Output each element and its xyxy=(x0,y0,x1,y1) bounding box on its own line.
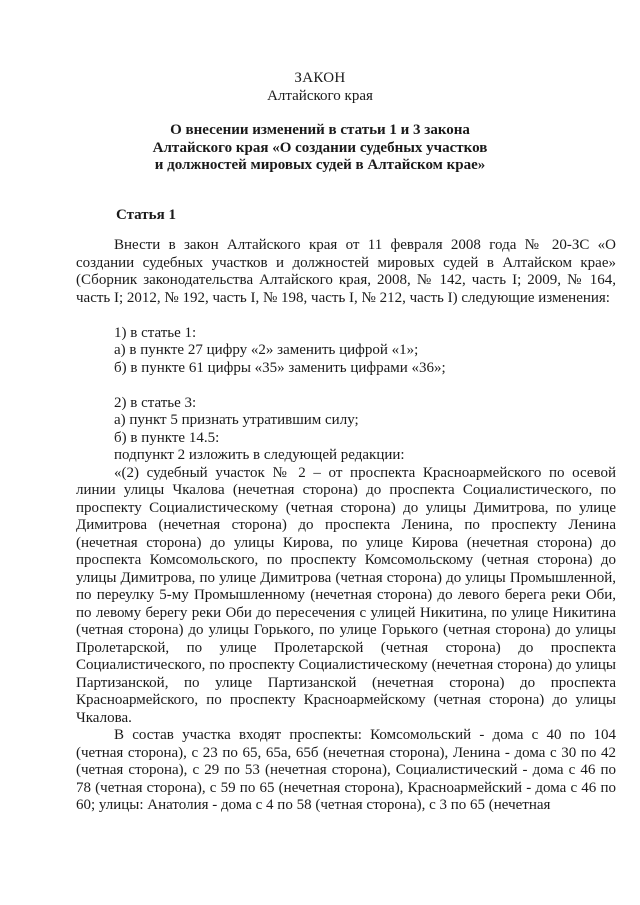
law-region-heading: Алтайского края xyxy=(267,88,373,104)
intro-paragraph: Внести в закон Алтайского края от 11 февраля 2008 года № 20-ЗС «О создании судебных участков и должностей мировых судей в Алтайском крае» (Сборник законодательства Алтайского края, 2008, № 142, часть I; 2009, № 164, часть I; 2012, № 192, часть I, № 198, часть I, № 212, часть I) следующие изменения: xyxy=(76,237,616,306)
quote-paragraph: «(2) судебный участок № 2 – от проспекта Красноармейского по осевой линии улицы Чкалова (нечетная сторона) до проспекта Социалистического, по проспекту Социалистическому (четная сторона) до улицы Димитрова, по улице Димитрова (нечетная сторона) до проспекта Ленина, по проспекту Ленина (нечетная сторона) до улицы Кирова, по улице Кирова (нечетная сторона) до проспекта Комсомольского, по проспекту Комсомольскому (четная сторона) до улицы Димитрова, по улице Димитрова (четная сторона) до улицы Промышленной, по переулку 5-му Промышленному (нечетная сторона) до левого берега реки Оби, по левому берегу реки Оби до пересечения с улицей Никитина, по улице Никитина (четная сторона) до улицы Горького, по улице Горького (четная сторона) до улицы Пролетарской, по улице Пролетарской (четная сторона) до проспекта Социалистического, по проспекту Социалистическому (нечетная сторона) до улицы Партизанской, по улице Партизанской (нечетная сторона) до проспекта Красноармейского, по проспекту Красноармейскому (четная сторона) до улицы Чкалова. xyxy=(76,464,616,726)
item2-header: 2) в статье 3: xyxy=(114,394,197,411)
item2-a: а) пункт 5 признать утратившим силу; xyxy=(114,412,359,428)
spacer xyxy=(76,307,616,325)
law-type-heading: ЗАКОН xyxy=(294,70,346,86)
item2-sub: подпункт 2 изложить в следующей редакции: xyxy=(114,447,405,463)
composition-paragraph: В состав участка входят проспекты: Комсомольский - дома с 40 по 104 (четная сторона), с 23 по 65, 65а, 65б (нечетная сторона), Ленина - дома с 30 по 42 (четная сторона), с 29 по 53 (нечетная сторона), Социалистический - дома с 46 по 78 (четная сторона), с 59 по 65 (нечетная сторона), Красноармейский - дома с 46 по 60; улицы: Анатолия - дома с 4 по 58 (четная сторона), с 3 по 65 (нечетная xyxy=(76,727,616,813)
article-heading: Статья 1 xyxy=(116,207,176,223)
law-title: О внесении изменений в статьи 1 и 3 закона Алтайского края «О создании судебных участков и должностей мировых судей в Алтайском крае» xyxy=(152,122,488,173)
spacer xyxy=(76,377,616,395)
item2-b: б) в пункте 14.5: xyxy=(114,429,220,446)
item1-a: а) в пункте 27 цифру «2» заменить цифрой «1»; xyxy=(114,342,419,358)
item1-b: б) в пункте 61 цифры «35» заменить цифрами «36»; xyxy=(114,359,446,376)
item1-header: 1) в статье 1: xyxy=(114,324,197,341)
document-body xyxy=(76,237,616,815)
